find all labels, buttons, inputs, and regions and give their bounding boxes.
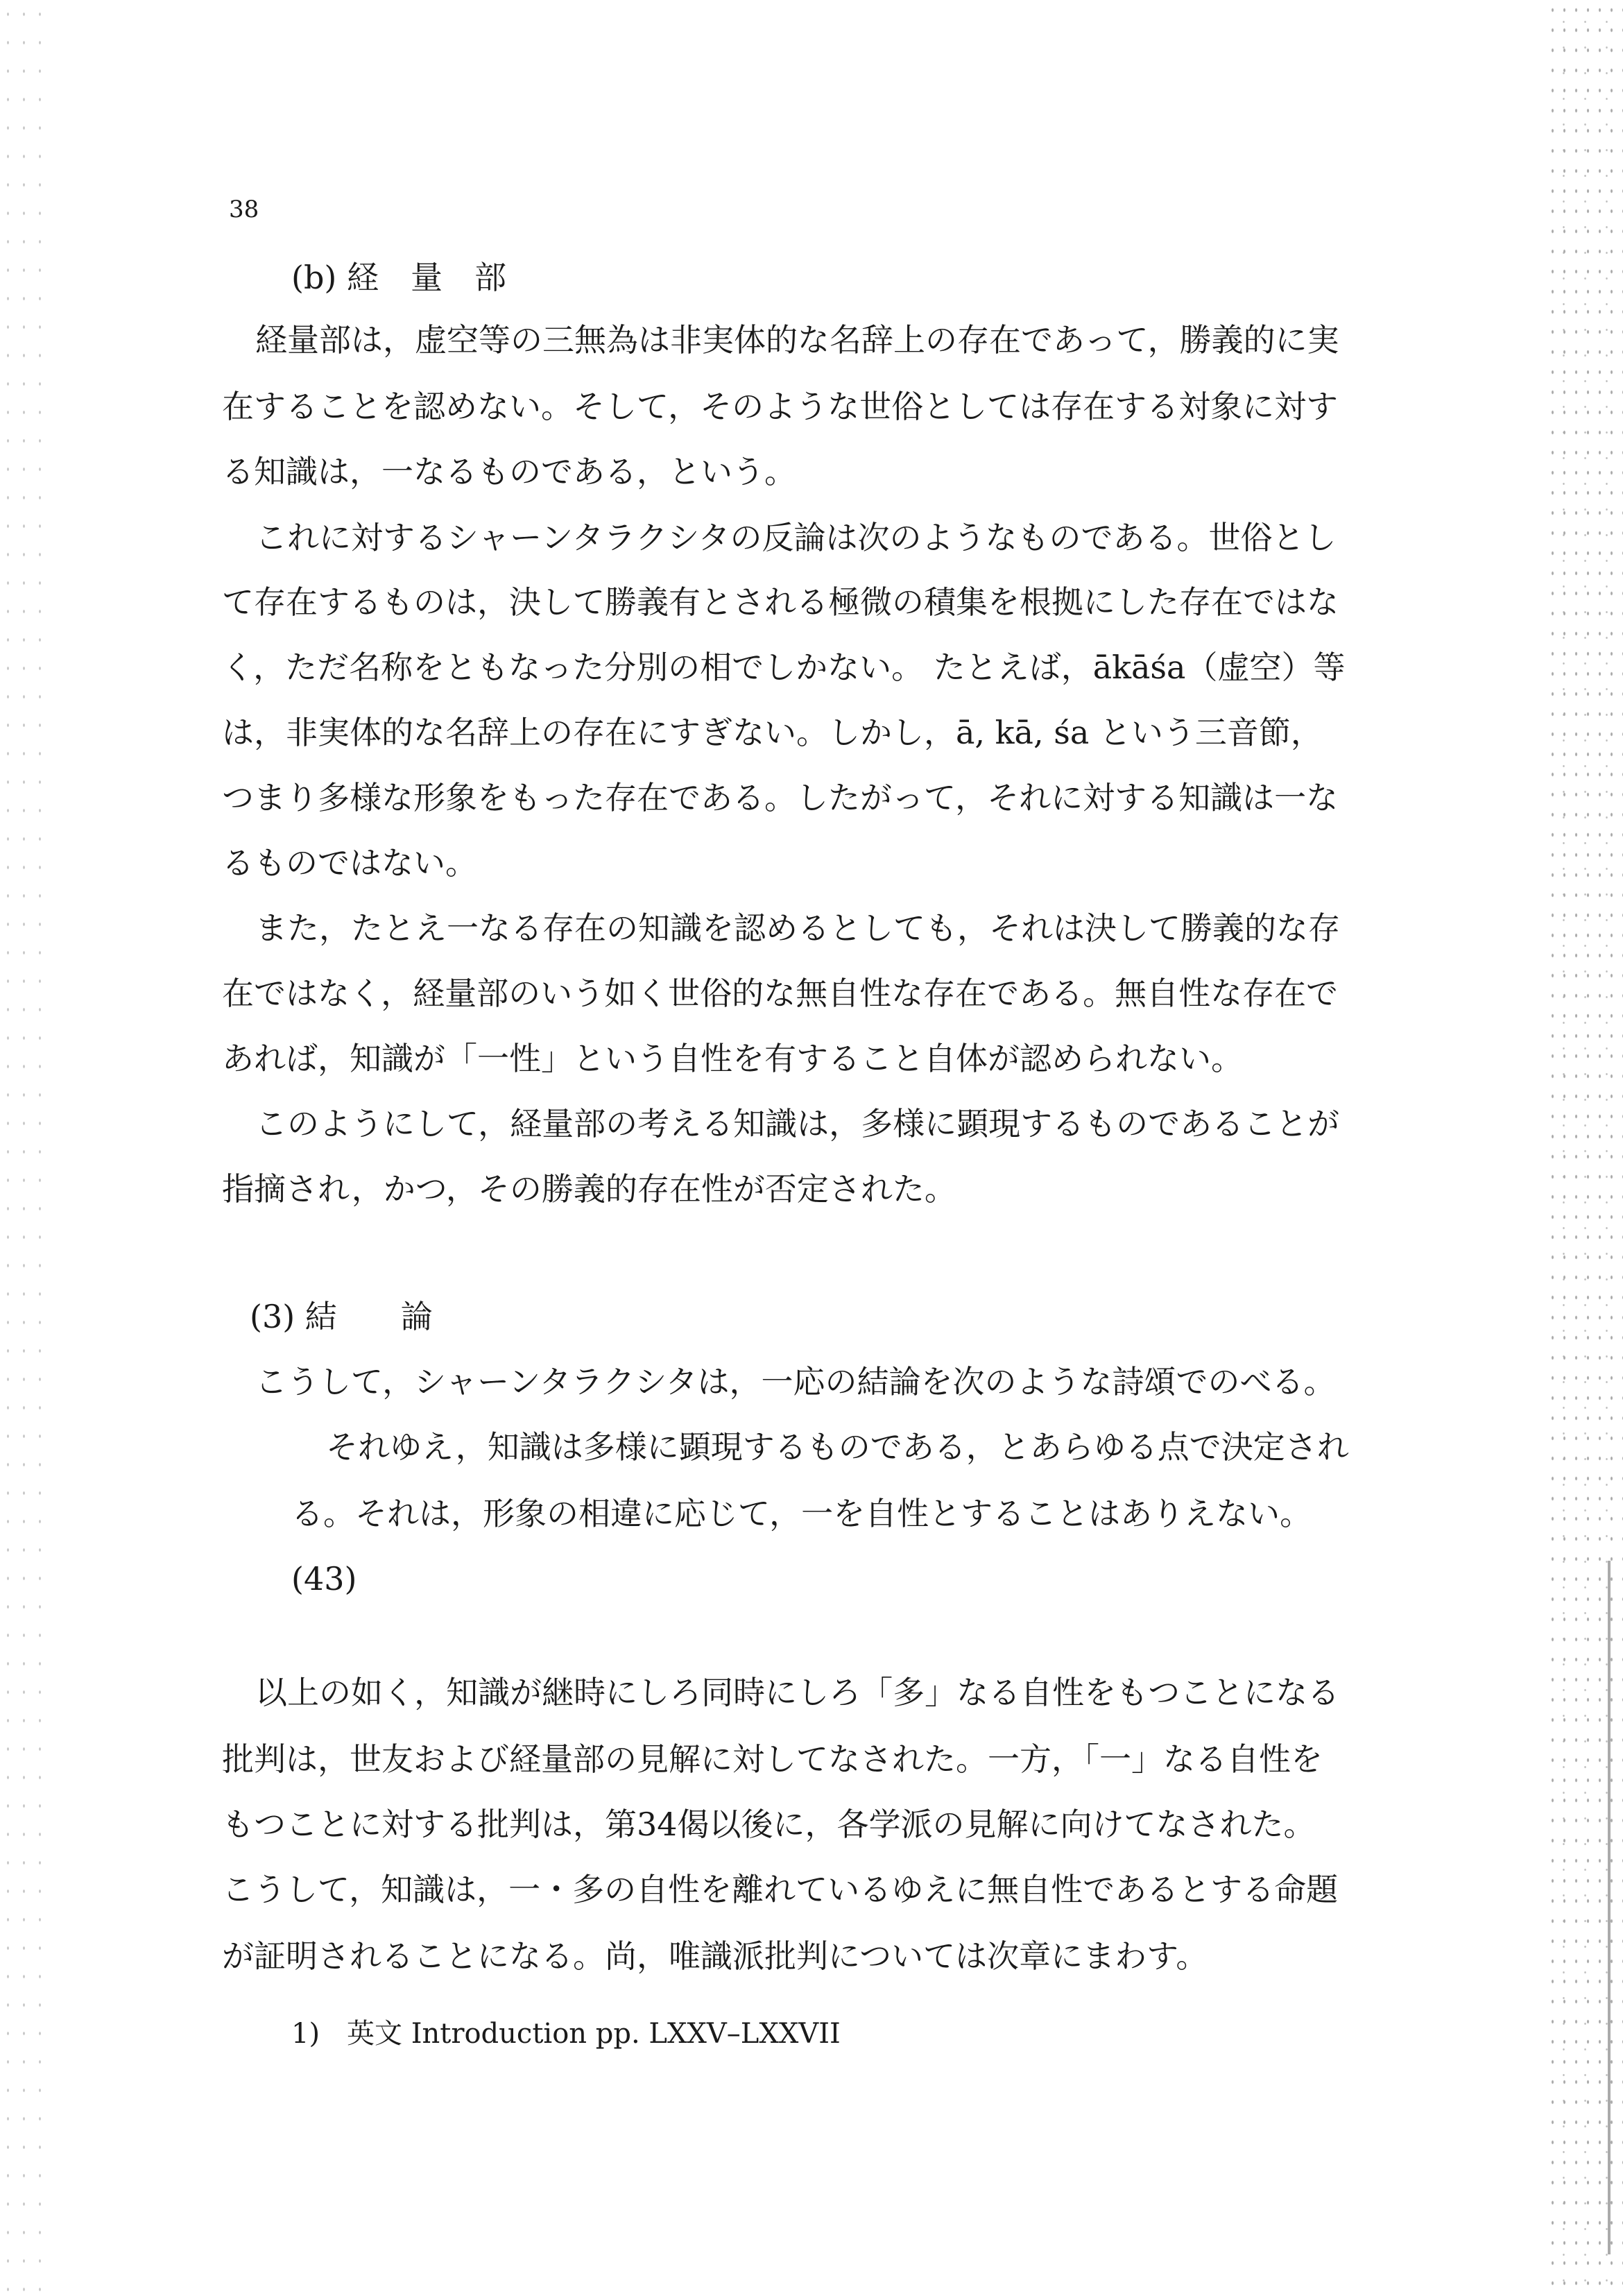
- paragraph-line: 在ではなく，経量部のいう如く世俗的な無自性な存在である。無自性な存在で: [222, 975, 1339, 1012]
- paragraph-line: 経量部は，虚空等の三無為は非実体的な名辞上の存在であって，勝義的に実: [255, 321, 1339, 359]
- footnote-text: 英文 Introduction pp. LXXV–LXXVII: [347, 2018, 841, 2050]
- paragraph-line: 批判は，世友および経量部の見解に対してなされた。一方，「一」なる自性を: [222, 1740, 1323, 1778]
- paragraph-line: もつことに対する批判は，第34偈以後に，各学派の見解に向けてなされた。: [222, 1806, 1316, 1843]
- paragraph-line: 以上の如く，知識が継時にしろ同時にしろ「多」なる自性をもつことになる: [255, 1674, 1340, 1711]
- paragraph-line: 指摘され，かつ，その勝義的存在性が否定された。: [222, 1170, 956, 1208]
- scan-noise-left: [0, 0, 49, 2296]
- section-3-heading: (3) 結 論: [250, 1298, 433, 1335]
- paragraph-line: 在することを認めない。そして，そのような世俗としては存在する対象に対す: [222, 388, 1339, 425]
- paragraph-line: て存在するものは，決して勝義有とされる極微の積集を根拠にした存在ではな: [222, 583, 1339, 621]
- verse-line: それゆえ，知識は多様に顕現するものである，とあらゆる点で決定され: [326, 1428, 1349, 1466]
- scan-noise-right: [1547, 0, 1623, 2296]
- page-number: 38: [229, 196, 259, 223]
- paragraph-line: く，ただ名称をともなった分別の相でしかない。 たとえば，ākāśa（虚空）等: [222, 649, 1346, 686]
- verse-number: (43): [291, 1560, 357, 1597]
- paragraph-line: こうして，シャーンタラクシタは，一応の結論を次のような詩頌でのべる。: [255, 1363, 1336, 1400]
- paragraph-line: こうして，知識は，一・多の自性を離れているゆえに無自性であるとする命題: [222, 1871, 1339, 1908]
- footnote-number: 1): [291, 2018, 320, 2050]
- paragraph-line: これに対するシャーンタラクシタの反論は次のようなものである。世俗とし: [255, 519, 1337, 556]
- paragraph-line: つまり多様な形象をもった存在である。したがって，それに対する知識は一な: [222, 779, 1339, 816]
- paragraph-line: が証明されることになる。尚，唯識派批判については次章にまわす。: [222, 1937, 1208, 1975]
- paragraph-line: る知識は，一なるものである，という。: [222, 453, 796, 490]
- paragraph-line: また，たとえ一なる存在の知識を認めるとしても，それは決して勝義的な存: [255, 909, 1340, 947]
- verse-line: る。それは，形象の相違に応じて，一を自性とすることはありえない。: [291, 1495, 1312, 1532]
- paragraph-line: このようにして，経量部の考える知識は，多様に顕現するものであることが: [255, 1105, 1340, 1142]
- section-b-heading: (b) 経 量 部: [291, 259, 506, 296]
- paragraph-line: るものではない。: [222, 844, 477, 882]
- paragraph-line: は，非実体的な名辞上の存在にすぎない。しかし，ā, kā, śa という三音節，: [222, 714, 1323, 751]
- paragraph-line: あれば，知識が「一性」という自性を有すること自体が認められない。: [222, 1040, 1243, 1077]
- scan-edge-line: [1608, 1561, 1611, 2254]
